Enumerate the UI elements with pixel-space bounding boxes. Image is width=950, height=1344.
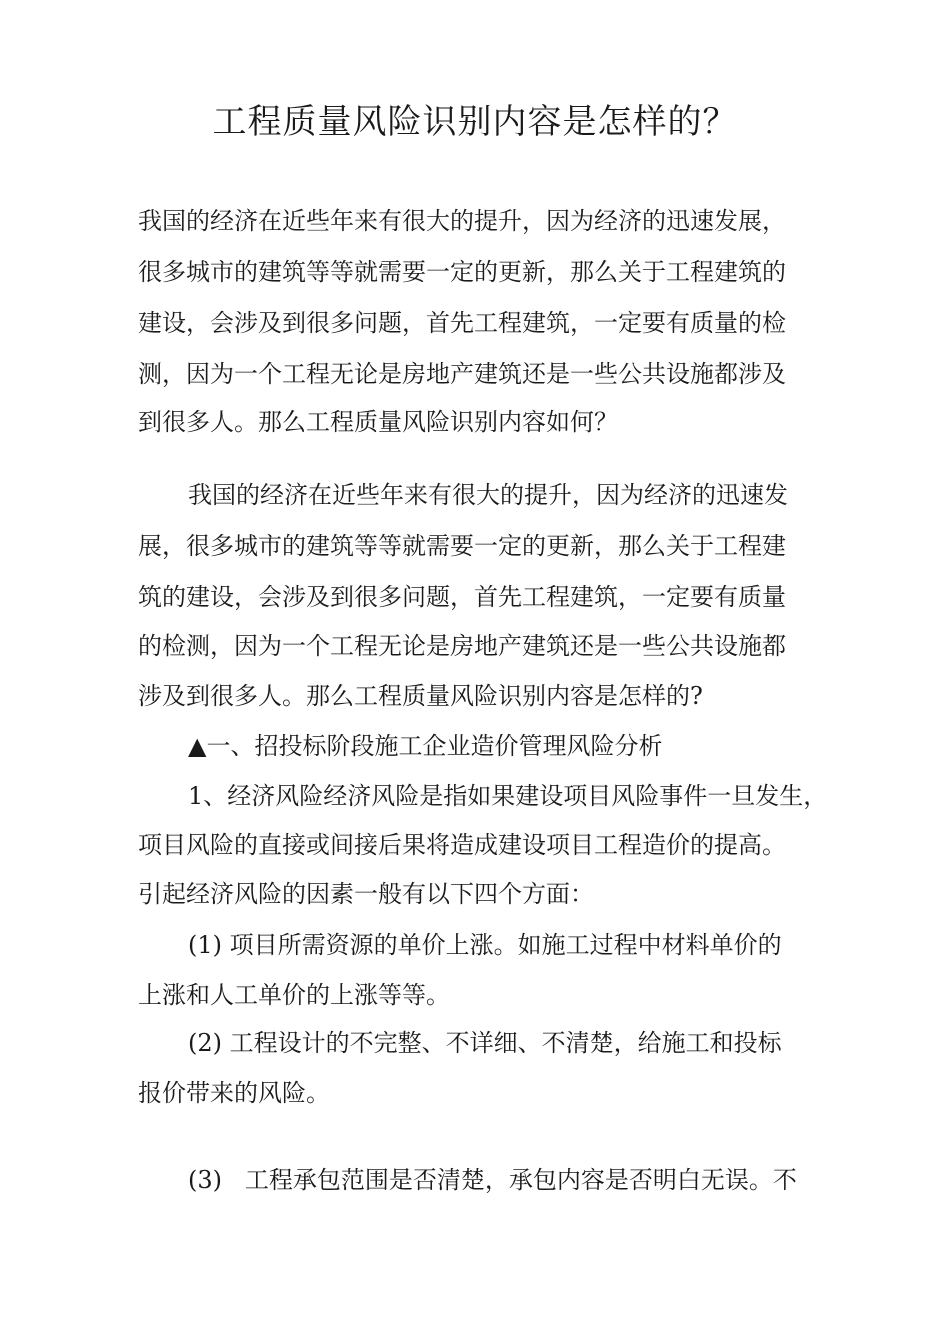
body-line: 我国的经济在近些年来有很大的提升，因为经济的迅速发 [188,481,788,509]
item-line: 1、经济风险经济风险是指如果建设项目风险事件一旦发生， [188,782,828,810]
item-line: 引起经济风险的因素一般有以下四个方面： [138,880,594,908]
intro-line: 到很多人。那么工程质量风险识别内容如何？ [138,408,618,436]
sub-item-line: 报价带来的风险。 [138,1079,330,1107]
sub-item-line: 上涨和人工单价的上涨等等。 [138,981,450,1009]
document-title: 工程质量风险识别内容是怎样的？ [212,102,738,142]
intro-line: 很多城市的建筑等等就需要一定的更新，那么关于工程建筑的 [138,258,786,286]
body-line: 筑的建设，会涉及到很多问题，首先工程建筑，一定要有质量 [138,583,786,611]
body-line: 涉及到很多人。那么工程质量风险识别内容是怎样的? [138,682,703,710]
intro-line: 测，因为一个工程无论是房地产建筑还是一些公共设施都涉及 [138,360,786,388]
section-heading: ▲一、招投标阶段施工企业造价管理风险分析 [188,732,663,760]
sub-item-line: (3) 工程承包范围是否清楚，承包内容是否明白无误。不 [188,1166,797,1194]
body-line: 展，很多城市的建筑等等就需要一定的更新，那么关于工程建 [138,532,786,560]
item-line: 项目风险的直接或间接后果将造成建设项目工程造价的提高。 [138,831,786,859]
intro-line: 建设，会涉及到很多问题，首先工程建筑，一定要有质量的检 [138,309,786,337]
body-line: 的检测，因为一个工程无论是房地产建筑还是一些公共设施都 [138,632,786,660]
sub-item-line: (2) 工程设计的不完整、不详细、不清楚，给施工和投标 [188,1029,782,1057]
sub-item-line: (1) 项目所需资源的单价上涨。如施工过程中材料单价的 [188,931,782,959]
intro-line: 我国的经济在近些年来有很大的提升，因为经济的迅速发展， [138,207,786,235]
